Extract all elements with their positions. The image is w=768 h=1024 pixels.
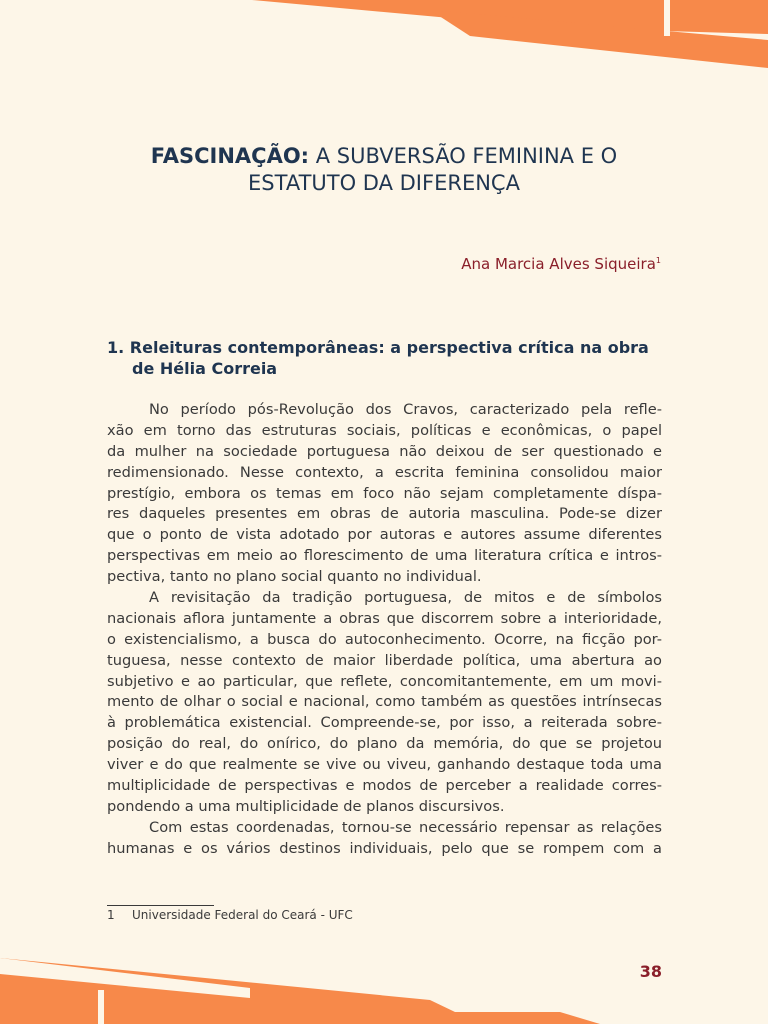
body-line: Com estas coordenadas, tornou-se necessário repensar as relações — [149, 818, 662, 836]
body-line: viver e do que realmente se vive ou viveu, ganhando destaque toda uma — [107, 756, 662, 774]
section-heading-line2: de Hélia Correia — [132, 359, 278, 378]
chapter-title — [110, 143, 658, 197]
title-bold: FASCINAÇÃO: — [150, 144, 310, 168]
body-text — [107, 400, 662, 860]
page-number: 38 — [639, 962, 662, 981]
author-name — [461, 255, 661, 273]
body-line: mento de olhar o social e nacional, como também as questões intrínsecas — [107, 693, 662, 711]
body-line: pectiva, tanto no plano social quanto no individual. — [107, 568, 482, 586]
body-line: o existencialismo, a busca do autoconhecimento. Ocorre, na ficção por- — [107, 630, 662, 648]
section-heading-line1: 1. Releituras contemporâneas: a perspectiva crítica na obra — [107, 338, 649, 357]
body-line: No período pós-Revolução dos Cravos, caracterizado pela refle- — [149, 401, 662, 418]
body-line: posição do real, do onírico, do plano da memória, do que se projetou — [107, 735, 662, 753]
body-line: da mulher na sociedade portuguesa não deixou de ser questionado e — [107, 442, 662, 460]
title-rest: A SUBVERSÃO FEMININA E O — [315, 144, 618, 168]
body-line: multiplicidade de perspectivas e modos de perceber a realidade corres- — [107, 777, 662, 795]
body-line: perspectivas em meio ao florescimento de uma literatura crítica e intros- — [107, 547, 662, 565]
body-line: xão em torno das estruturas sociais, políticas e econômicas, o papel — [107, 421, 662, 439]
author-name-text: Ana Marcia Alves Siqueira — [461, 255, 656, 273]
section-heading — [107, 337, 667, 379]
body-line: nacionais aflora juntamente a obras que discorrem sobre a interioridade, — [107, 609, 662, 627]
body-line: redimensionado. Nesse contexto, a escrita feminina consolidou maior — [107, 463, 662, 481]
body-line: tuguesa, nesse contexto de maior liberdade política, uma abertura ao — [107, 651, 662, 669]
body-line: res daqueles presentes em obras de autoria masculina. Pode-se dizer — [107, 505, 662, 523]
footnote — [107, 908, 353, 922]
footnote-number: 1 — [107, 908, 115, 922]
title-line2: ESTATUTO DA DIFERENÇA — [248, 171, 520, 195]
body-line: prestígio, embora os temas em foco não sejam completamente díspa- — [107, 484, 662, 502]
footnote-text: Universidade Federal do Ceará - UFC — [132, 908, 353, 922]
body-line: A revisitação da tradição portuguesa, de mitos e de símbolos — [149, 589, 662, 607]
body-line: à problemática existencial. Compreende-se, por isso, a reiterada sobre- — [107, 714, 662, 732]
body-line: subjetivo e ao particular, que reflete, concomitantemente, em um movi- — [107, 672, 662, 690]
footnote-divider — [107, 905, 214, 906]
body-line: pondendo a uma multiplicidade de planos discursivos. — [107, 797, 505, 815]
author-footnote-ref[interactable]: 1 — [655, 256, 661, 265]
body-line: que o ponto de vista adotado por autoras e autores assume diferentes — [107, 526, 662, 544]
body-line: humanas e os vários destinos individuais, pelo que se rompem com a — [107, 839, 662, 857]
